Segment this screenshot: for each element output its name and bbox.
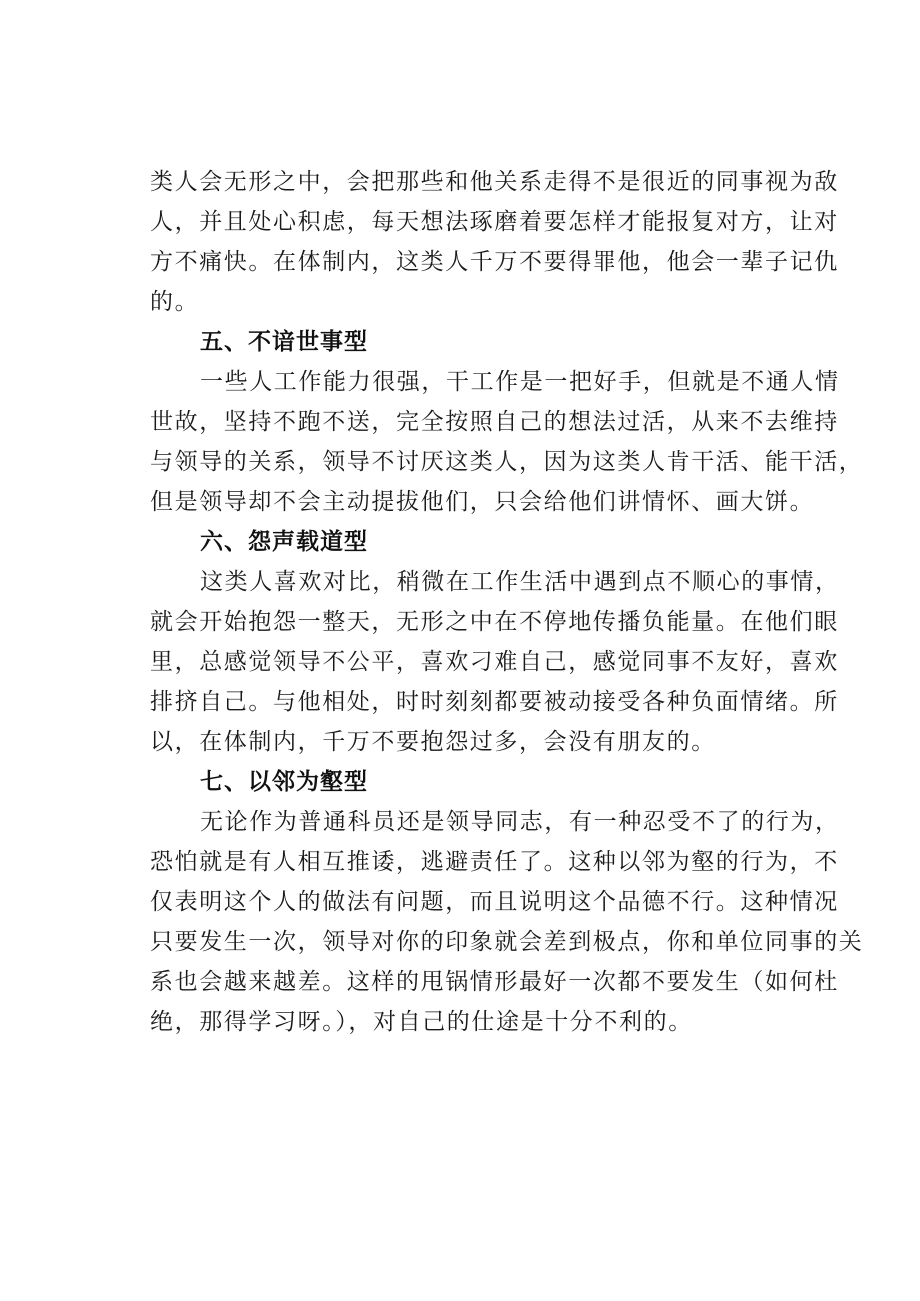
section-paragraph-5 [150, 362, 864, 522]
document-body [150, 162, 864, 1042]
text-line: 就会开始抱怨一整天，无形之中在不停地传播负能量。在他们眼 [150, 609, 839, 635]
text-line: 这类人喜欢对比，稍微在工作生活中遇到点不顺心的事情， [200, 569, 840, 595]
text-line: 但是领导却不会主动提拔他们，只会给他们讲情怀、画大饼。 [150, 489, 815, 515]
text-line: 仅表明这个人的做法有问题，而且说明这个品德不行。这种情况 [150, 889, 839, 915]
text-line: 类人会无形之中，会把那些和他关系走得不是很近的同事视为敌 [150, 169, 839, 195]
text-line: 方不痛快。在体制内，这类人千万不要得罪他，他会一辈子记仇 [150, 249, 839, 275]
text-line: 绝，那得学习呀。），对自己的仕途是十分不利的。 [150, 1009, 693, 1035]
text-line: 的。 [150, 289, 200, 315]
text-line: 世故，坚持不跑不送，完全按照自己的想法过活，从来不去维持 [150, 409, 839, 435]
text-line: 以，在体制内，千万不要抱怨过多，会没有朋友的。 [150, 729, 716, 755]
intro-paragraph [150, 162, 839, 322]
text-line: 人，并且处心积虑，每天想法琢磨着要怎样才能报复对方，让对 [150, 209, 839, 235]
text-line: 与领导的关系，领导不讨厌这类人，因为这类人肯干活、能干活， [150, 449, 864, 475]
section-heading-6: 六、怨声载道型 [200, 529, 368, 555]
text-line: 里，总感觉领导不公平，喜欢刁难自己，感觉同事不友好，喜欢 [150, 649, 839, 675]
text-line: 系也会越来越差。这样的甩锅情形最好一次都不要发生（如何杜 [150, 969, 839, 995]
section-paragraph-6 [150, 562, 840, 762]
text-line: 恐怕就是有人相互推诿，逃避责任了。这种以邻为壑的行为，不 [150, 849, 839, 875]
section-heading-7: 七、以邻为壑型 [200, 769, 368, 795]
text-line: 一些人工作能力很强，干工作是一把好手，但就是不通人情 [200, 369, 840, 395]
text-line: 排挤自己。与他相处，时时刻刻都要被动接受各种负面情绪。所 [150, 689, 839, 715]
text-line: 只要发生一次，领导对你的印象就会差到极点，你和单位同事的关 [150, 929, 864, 955]
section-paragraph-7 [150, 802, 864, 1042]
section-heading-5: 五、不谙世事型 [200, 329, 368, 355]
text-line: 无论作为普通科员还是领导同志，有一种忍受不了的行为， [200, 809, 840, 835]
